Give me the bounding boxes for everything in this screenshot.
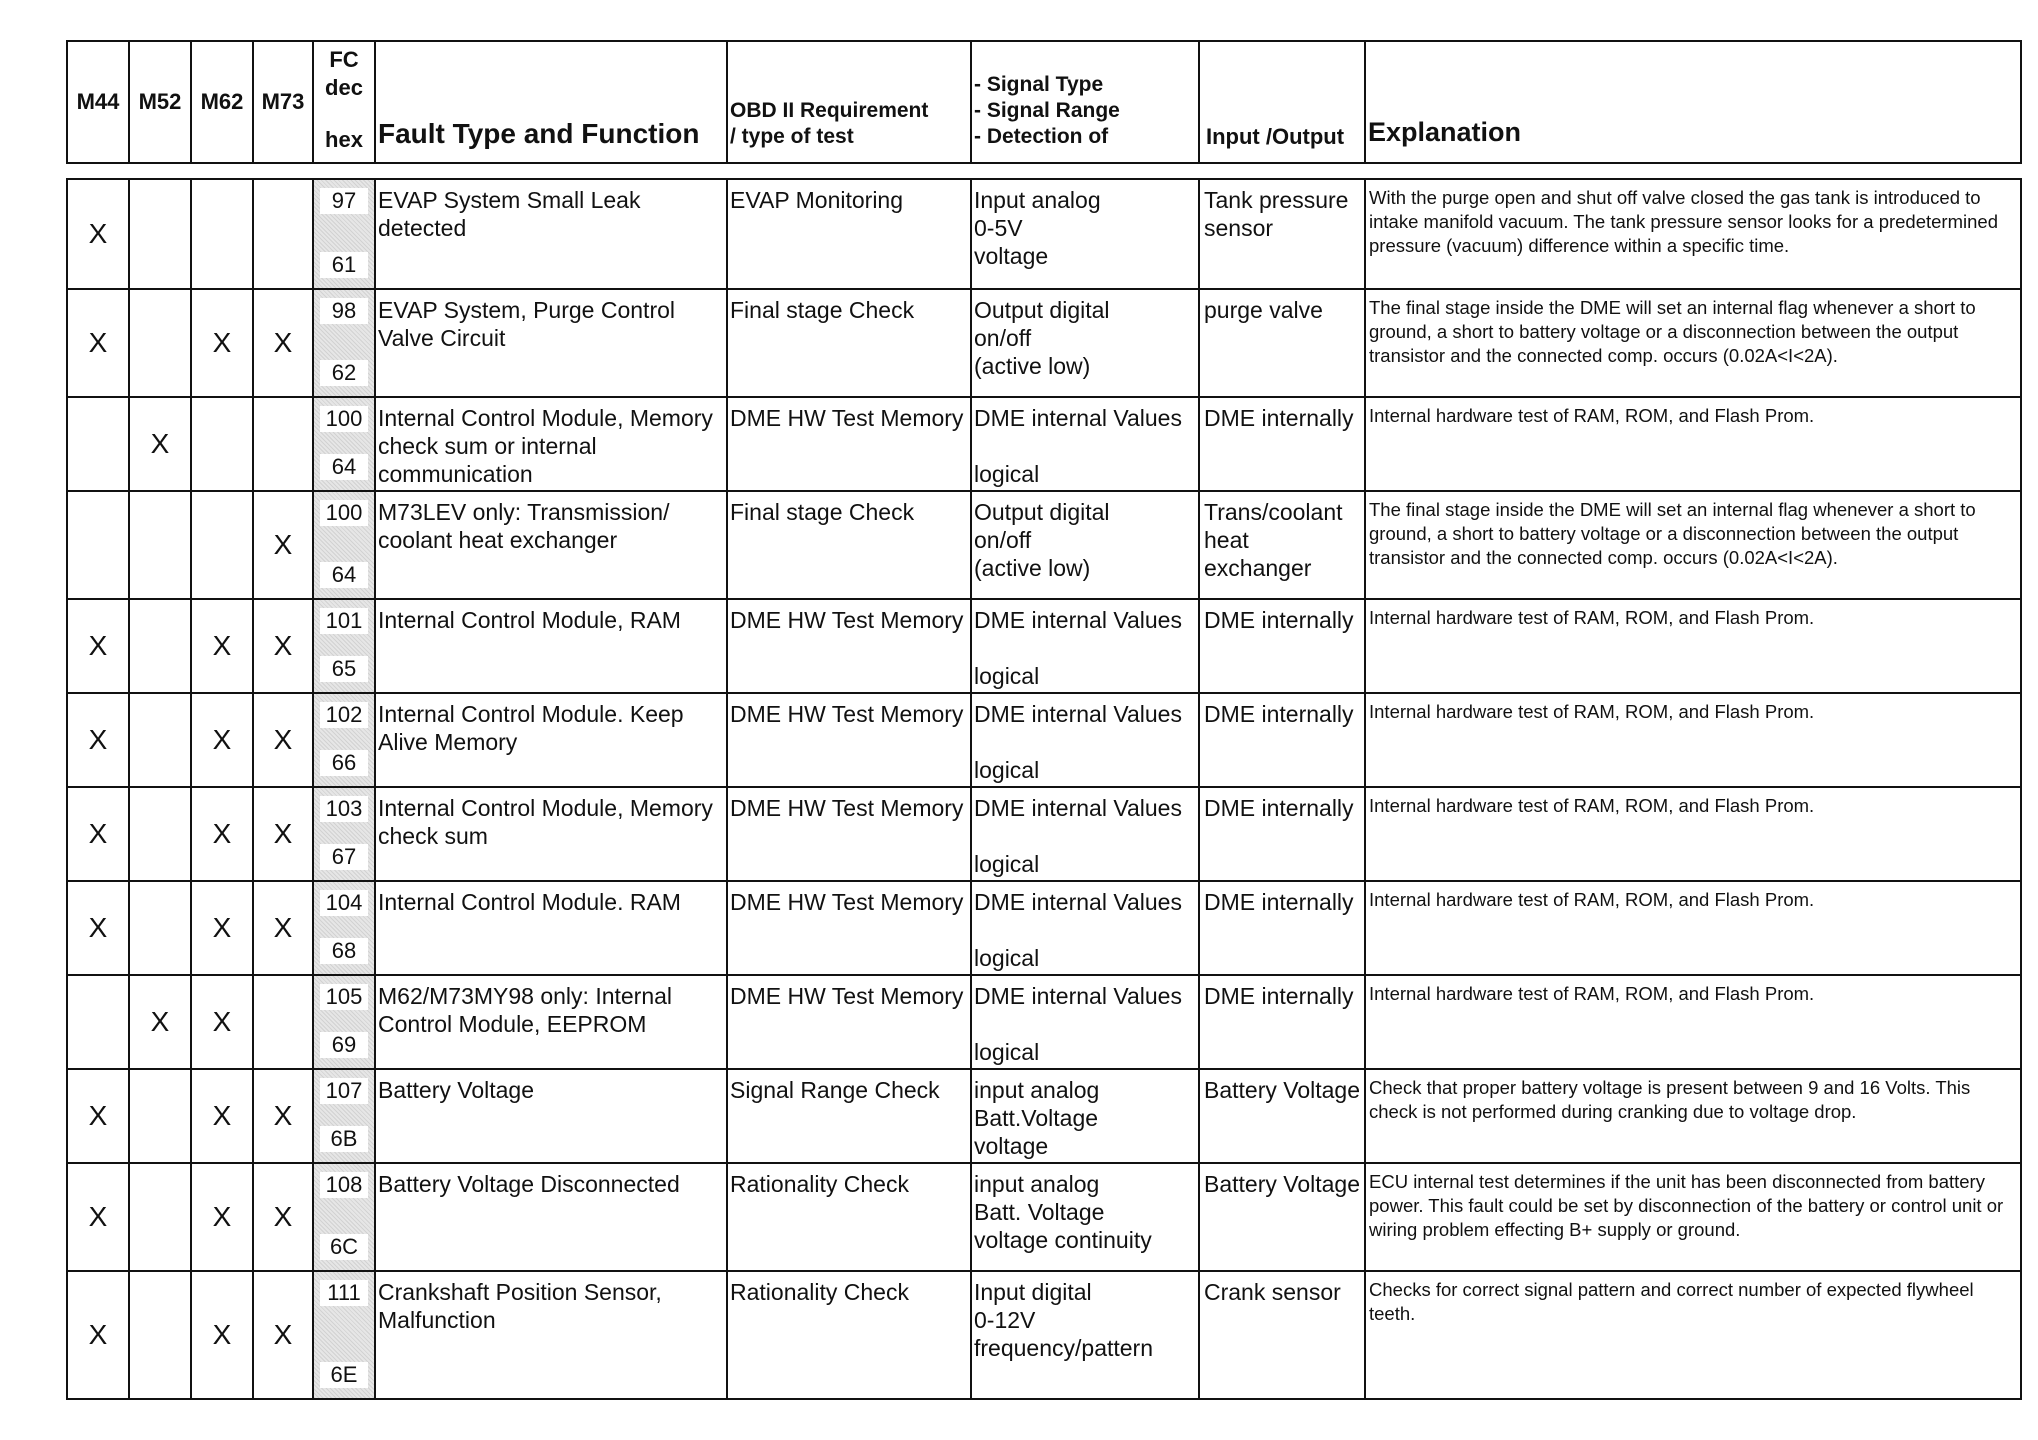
fault-code-dec: 103 [320, 796, 368, 822]
signal-line: logical [974, 945, 1040, 971]
m62-mark: X [191, 1163, 253, 1271]
fault-code-hex: 6C [320, 1234, 368, 1260]
fault-type: Internal Control Module, RAM [375, 599, 727, 693]
signal-info [971, 1069, 1199, 1163]
obd-requirement: Rationality Check [727, 1163, 971, 1271]
fault-type: M62/M73MY98 only: Internal Control Module, EEPROM [375, 975, 727, 1069]
m44-mark: X [67, 693, 129, 787]
col-header-signal [971, 41, 1199, 163]
obd-requirement: DME HW Test Memory [727, 881, 971, 975]
m44-mark [67, 397, 129, 491]
m52-mark: X [129, 397, 191, 491]
signal-info [971, 693, 1199, 787]
signal-info [971, 787, 1199, 881]
m62-mark: X [191, 787, 253, 881]
signal-line: 0-12V [974, 1307, 1036, 1333]
fault-type: Battery Voltage Disconnected [375, 1163, 727, 1271]
input-output: DME internally [1199, 881, 1365, 975]
table-row [67, 693, 2021, 787]
m73-mark: X [253, 787, 313, 881]
fault-code-hex: 65 [320, 656, 368, 682]
obd-requirement: Signal Range Check [727, 1069, 971, 1163]
m73-mark: X [253, 881, 313, 975]
signal-line: input analog [974, 1077, 1100, 1103]
fault-code-dec: 97 [320, 188, 368, 214]
input-output: Battery Voltage [1199, 1069, 1365, 1163]
explanation: Internal hardware test of RAM, ROM, and Flash Prom. [1365, 787, 2021, 881]
col-header-explanation: Explanation [1365, 41, 2021, 163]
fault-code-hex: 68 [320, 938, 368, 964]
m52-mark [129, 179, 191, 289]
m62-mark: X [191, 881, 253, 975]
table-row [67, 397, 2021, 491]
col-header-fault-code [313, 41, 375, 163]
signal-line: logical [974, 461, 1040, 487]
table-row [67, 1069, 2021, 1163]
table-row [67, 179, 2021, 289]
m62-mark: X [191, 289, 253, 397]
fault-type: Internal Control Module. Keep Alive Memory [375, 693, 727, 787]
col-header-fault-type: Fault Type and Function [375, 41, 727, 163]
fault-code-cell [313, 599, 375, 693]
input-output: DME internally [1199, 975, 1365, 1069]
m73-mark [253, 397, 313, 491]
input-output: purge valve [1199, 289, 1365, 397]
fault-type: Internal Control Module, Memory check sum [375, 787, 727, 881]
fault-code-dec: 111 [320, 1280, 368, 1306]
signal-line [974, 916, 1196, 944]
m73-mark: X [253, 1271, 313, 1399]
col-header-m44: M44 [67, 41, 129, 163]
signal-line: Batt. Voltage [974, 1199, 1105, 1225]
signal-line: logical [974, 757, 1040, 783]
m44-mark: X [67, 289, 129, 397]
signal-line [974, 432, 1196, 460]
fault-code-cell [313, 1271, 375, 1399]
m73-mark [253, 179, 313, 289]
obd-requirement: DME HW Test Memory [727, 975, 971, 1069]
fault-code-table [66, 178, 2022, 1400]
fault-code-hex: 6E [320, 1362, 368, 1388]
signal-line: DME internal Values [974, 795, 1182, 821]
fault-code-cell [313, 1163, 375, 1271]
explanation: ECU internal test determines if the unit has been disconnected from battery power. This fault could be set by disconnection of the battery or control unit or wiring problem effecting B+ supply or ground. [1365, 1163, 2021, 1271]
m44-mark: X [67, 881, 129, 975]
table-row [67, 881, 2021, 975]
m44-mark [67, 975, 129, 1069]
obd-requirement: Final stage Check [727, 289, 971, 397]
m44-mark: X [67, 1163, 129, 1271]
fault-code-dec: 107 [320, 1078, 368, 1104]
signal-info [971, 179, 1199, 289]
signal-line: DME internal Values [974, 405, 1182, 431]
m62-mark: X [191, 1069, 253, 1163]
m52-mark [129, 599, 191, 693]
obd-requirement: EVAP Monitoring [727, 179, 971, 289]
explanation: Internal hardware test of RAM, ROM, and Flash Prom. [1365, 397, 2021, 491]
fault-code-dec: 100 [320, 500, 368, 526]
m62-mark: X [191, 599, 253, 693]
obd-label-line1: OBD II Requirement [730, 99, 929, 122]
m73-mark: X [253, 1069, 313, 1163]
fault-type: EVAP System Small Leak detected [375, 179, 727, 289]
m62-mark [191, 179, 253, 289]
fault-code-hex: 64 [320, 562, 368, 588]
signal-line [974, 634, 1196, 662]
signal-line: voltage [974, 1133, 1049, 1159]
col-header-input-output: Input /Output [1199, 41, 1365, 163]
fault-code-cell [313, 975, 375, 1069]
m52-mark [129, 787, 191, 881]
explanation: Checks for correct signal pattern and correct number of expected flywheel teeth. [1365, 1271, 2021, 1399]
m73-mark: X [253, 289, 313, 397]
signal-line: on/off [974, 527, 1032, 553]
signal-line: logical [974, 663, 1040, 689]
col-header-m73: M73 [253, 41, 313, 163]
m44-mark: X [67, 599, 129, 693]
input-output: Tank pressure sensor [1199, 179, 1365, 289]
table-row [67, 1271, 2021, 1399]
fault-code-cell [313, 1069, 375, 1163]
obd-requirement: Final stage Check [727, 491, 971, 599]
signal-info [971, 491, 1199, 599]
m44-mark: X [67, 787, 129, 881]
signal-line: Input analog [974, 187, 1101, 213]
signal-line: logical [974, 1039, 1040, 1065]
m62-mark [191, 397, 253, 491]
m52-mark [129, 881, 191, 975]
dec-label: dec [325, 75, 363, 100]
fault-code-hex: 62 [320, 360, 368, 386]
obd-requirement: DME HW Test Memory [727, 693, 971, 787]
explanation: Check that proper battery voltage is present between 9 and 16 Volts. This check is not performed during cranking due to voltage drop. [1365, 1069, 2021, 1163]
signal-info [971, 289, 1199, 397]
m52-mark: X [129, 975, 191, 1069]
signal-line: DME internal Values [974, 889, 1182, 915]
table-row [67, 599, 2021, 693]
table-row [67, 491, 2021, 599]
m44-mark: X [67, 179, 129, 289]
header-table [66, 40, 2022, 164]
signal-line [974, 822, 1196, 850]
signal-line: (active low) [974, 353, 1091, 379]
m52-mark [129, 289, 191, 397]
obd-label-line2: / type of test [730, 125, 854, 148]
m73-mark: X [253, 491, 313, 599]
m52-mark [129, 491, 191, 599]
m73-mark: X [253, 693, 313, 787]
input-output: Trans/coolant heat exchanger [1199, 491, 1365, 599]
input-output: DME internally [1199, 693, 1365, 787]
explanation: The final stage inside the DME will set an internal flag whenever a short to ground, a short to battery voltage or a disconnection between the output transistor and the connected comp. occurs (0.02A<I<2A). [1365, 491, 2021, 599]
fault-code-dec: 98 [320, 298, 368, 324]
fault-code-hex: 69 [320, 1032, 368, 1058]
table-row [67, 289, 2021, 397]
fault-code-cell [313, 491, 375, 599]
signal-line: voltage [974, 243, 1049, 269]
signal-info [971, 1163, 1199, 1271]
signal-line: Output digital [974, 297, 1110, 323]
signal-line: DME internal Values [974, 607, 1182, 633]
signal-line: logical [974, 851, 1040, 877]
m44-mark [67, 491, 129, 599]
signal-info [971, 881, 1199, 975]
explanation: With the purge open and shut off valve closed the gas tank is introduced to intake manifold vacuum. The tank pressure sensor looks for a predetermined pressure (vacuum) difference within a specific time. [1365, 179, 2021, 289]
m44-mark: X [67, 1271, 129, 1399]
signal-info [971, 397, 1199, 491]
signal-line: DME internal Values [974, 701, 1182, 727]
table-row [67, 1163, 2021, 1271]
signal-line [974, 728, 1196, 756]
fault-type: Internal Control Module, Memory check sum or internal communication [375, 397, 727, 491]
signal-label-line1: - Signal Type [974, 73, 1104, 96]
m62-mark: X [191, 693, 253, 787]
table-row [67, 975, 2021, 1069]
fault-code-dec: 100 [320, 406, 368, 432]
fault-code-cell [313, 179, 375, 289]
signal-line: DME internal Values [974, 983, 1182, 1009]
input-output: Crank sensor [1199, 1271, 1365, 1399]
signal-line [974, 1010, 1196, 1038]
fault-code-dec: 101 [320, 608, 368, 634]
input-output: Battery Voltage [1199, 1163, 1365, 1271]
input-output: DME internally [1199, 397, 1365, 491]
fault-code-hex: 6B [320, 1126, 368, 1152]
explanation: The final stage inside the DME will set an internal flag whenever a short to ground, a short to battery voltage or a disconnection between the output transistor and the connected comp. occurs (0.02A<I<2A). [1365, 289, 2021, 397]
explanation: Internal hardware test of RAM, ROM, and Flash Prom. [1365, 693, 2021, 787]
m52-mark [129, 1069, 191, 1163]
signal-info [971, 1271, 1199, 1399]
m73-mark: X [253, 599, 313, 693]
m52-mark [129, 693, 191, 787]
signal-line: Output digital [974, 499, 1110, 525]
signal-line: Batt.Voltage [974, 1105, 1099, 1131]
fault-code-dec: 102 [320, 702, 368, 728]
fault-code-cell [313, 787, 375, 881]
m62-mark: X [191, 975, 253, 1069]
explanation: Internal hardware test of RAM, ROM, and Flash Prom. [1365, 599, 2021, 693]
fault-code-cell [313, 289, 375, 397]
signal-line: (active low) [974, 555, 1091, 581]
col-header-m62: M62 [191, 41, 253, 163]
signal-line: voltage continuity [974, 1227, 1152, 1253]
obd-requirement: DME HW Test Memory [727, 787, 971, 881]
fault-code-cell [313, 881, 375, 975]
m73-mark: X [253, 1163, 313, 1271]
m52-mark [129, 1271, 191, 1399]
m62-mark [191, 491, 253, 599]
signal-info [971, 975, 1199, 1069]
fault-code-dec: 105 [320, 984, 368, 1010]
signal-info [971, 599, 1199, 693]
signal-line: frequency/pattern [974, 1335, 1154, 1361]
m73-mark [253, 975, 313, 1069]
obd-requirement: Rationality Check [727, 1271, 971, 1399]
table-row [67, 787, 2021, 881]
input-output: DME internally [1199, 599, 1365, 693]
fault-code-hex: 67 [320, 844, 368, 870]
signal-line: Input digital [974, 1279, 1092, 1305]
fault-code-cell [313, 693, 375, 787]
fault-code-hex: 64 [320, 454, 368, 480]
fault-type: Battery Voltage [375, 1069, 727, 1163]
obd-requirement: DME HW Test Memory [727, 397, 971, 491]
signal-label-line2: - Signal Range [974, 99, 1120, 122]
fault-type: EVAP System, Purge Control Valve Circuit [375, 289, 727, 397]
fault-type: Internal Control Module. RAM [375, 881, 727, 975]
explanation: Internal hardware test of RAM, ROM, and Flash Prom. [1365, 881, 2021, 975]
fault-code-hex: 66 [320, 750, 368, 776]
fault-code-hex: 61 [320, 252, 368, 278]
signal-line: on/off [974, 325, 1032, 351]
m62-mark: X [191, 1271, 253, 1399]
m44-mark: X [67, 1069, 129, 1163]
fault-code-dec: 104 [320, 890, 368, 916]
fault-code-dec: 108 [320, 1172, 368, 1198]
fault-type: Crankshaft Position Sensor, Malfunction [375, 1271, 727, 1399]
signal-label-line3: - Detection of [974, 125, 1109, 148]
signal-line: 0-5V [974, 215, 1023, 241]
signal-line: input analog [974, 1171, 1100, 1197]
fc-label: FC [329, 47, 359, 72]
m52-mark [129, 1163, 191, 1271]
col-header-obd [727, 41, 971, 163]
explanation: Internal hardware test of RAM, ROM, and Flash Prom. [1365, 975, 2021, 1069]
col-header-m52: M52 [129, 41, 191, 163]
obd-requirement: DME HW Test Memory [727, 599, 971, 693]
hex-label: hex [325, 127, 363, 152]
fault-type: M73LEV only: Transmission/ coolant heat exchanger [375, 491, 727, 599]
fault-code-cell [313, 397, 375, 491]
input-output: DME internally [1199, 787, 1365, 881]
